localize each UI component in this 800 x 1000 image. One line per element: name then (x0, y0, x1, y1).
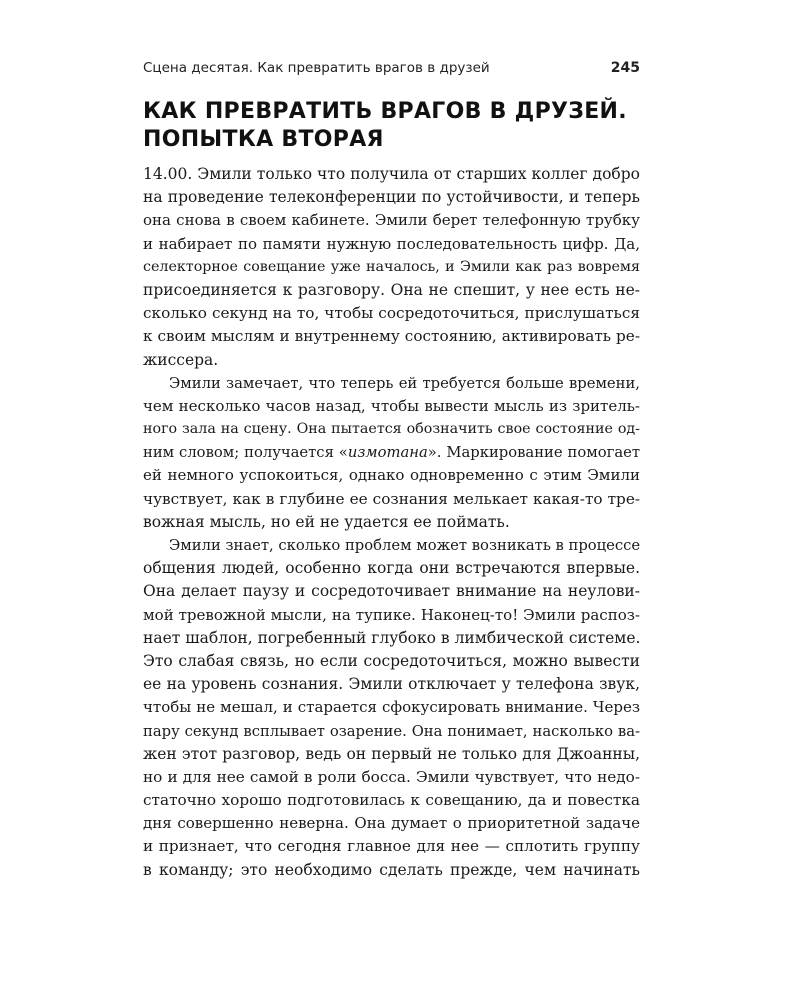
text-line: и набирает по памяти нужную последовательность цифр. Да, (143, 234, 640, 253)
text-line: нает шаблон, погребенный глубоко в лимбической системе. (143, 628, 641, 647)
text-line: присоединяется к разговору. Она не спешит, у нее есть не- (143, 280, 640, 299)
paragraph-2 (143, 372, 640, 534)
text-line: ее на уровень сознания. Эмили отключает у телефона звук, (143, 675, 640, 694)
text-line: чтобы не мешал, и старается сфокусировать внимание. Через (143, 698, 640, 717)
text-line: мой тревожной мысли, на тупике. Наконец-то! Эмили распоз- (143, 605, 640, 624)
emphasized-word: измотана (347, 444, 428, 462)
text-line: в команду; это необходимо сделать прежде, чем начинать (143, 860, 640, 879)
text-line: жен этот разговор, ведь он первый не только для Джоанны, (143, 744, 640, 763)
text-fragment: ним словом; получается « (143, 444, 348, 462)
section-title-line-2: ПОПЫТКА ВТОРАЯ (143, 127, 384, 152)
text-line (143, 441, 640, 464)
text-line: сколько секунд на то, чтобы сосредоточиться, прислушаться (143, 304, 640, 323)
page-number: 245 (610, 60, 640, 76)
text-line: дня совершенно неверна. Она думает о приоритетной задаче (143, 814, 640, 833)
text-line: Эмили знает, сколько проблем может возникать в процессе (169, 537, 641, 554)
body-text (143, 163, 640, 882)
text-line: селекторное совещание уже началось, и Эмили как раз вовремя (143, 258, 640, 275)
text-line: общения людей, особенно когда они встречаются впервые. (143, 559, 640, 578)
text-line: ей немного успокоиться, однако одновременно с этим Эмили (143, 466, 640, 485)
running-header (143, 60, 640, 76)
text-line: и признает, что сегодня главное для нее — сплотить группу (143, 837, 640, 856)
text-line: на проведение телеконференции по устойчивости, и теперь (143, 188, 640, 207)
text-line: к своим мыслям и внутреннему состоянию, активировать ре- (143, 327, 640, 346)
text-line: чувствует, как в глубине ее сознания мелькает какая-то тре- (143, 489, 640, 508)
text-line: статочно хорошо подготовилась к совещанию, да и повестка (143, 791, 640, 810)
text-line: Она делает паузу и сосредоточивает внимание на неулови- (143, 582, 640, 601)
text-fragment: ». Маркирование помогает (427, 444, 641, 462)
text-line: жиссера. (143, 350, 219, 369)
text-line: она снова в своем кабинете. Эмили берет телефонную трубку (143, 211, 640, 230)
section-title (143, 98, 640, 154)
text-line: но и для нее самой в роли босса. Эмили чувствует, что недо- (143, 767, 640, 786)
text-line: пару секунд всплывает озарение. Она понимает, насколько ва- (143, 722, 640, 740)
paragraph-1 (143, 163, 640, 372)
text-line: вожная мысль, но ей не удается ее поймать. (143, 512, 510, 531)
section-title-line-1: КАК ПРЕВРАТИТЬ ВРАГОВ В ДРУЗЕЙ. (143, 99, 627, 124)
text-line: чем несколько часов назад, чтобы вывести мысль из зритель- (143, 396, 640, 415)
paragraph-3 (143, 534, 640, 882)
running-title: Сцена десятая. Как превратить врагов в друзей (143, 60, 490, 76)
text-line: Это слабая связь, но если сосредоточиться, можно вывести (143, 651, 640, 670)
text-line: 14.00. Эмили только что получила от старших коллег добро (143, 165, 640, 183)
text-line: Эмили замечает, что теперь ей требуется больше времени, (169, 374, 640, 392)
text-line: ного зала на сцену. Она пытается обозначить свое состояние од- (143, 421, 640, 438)
